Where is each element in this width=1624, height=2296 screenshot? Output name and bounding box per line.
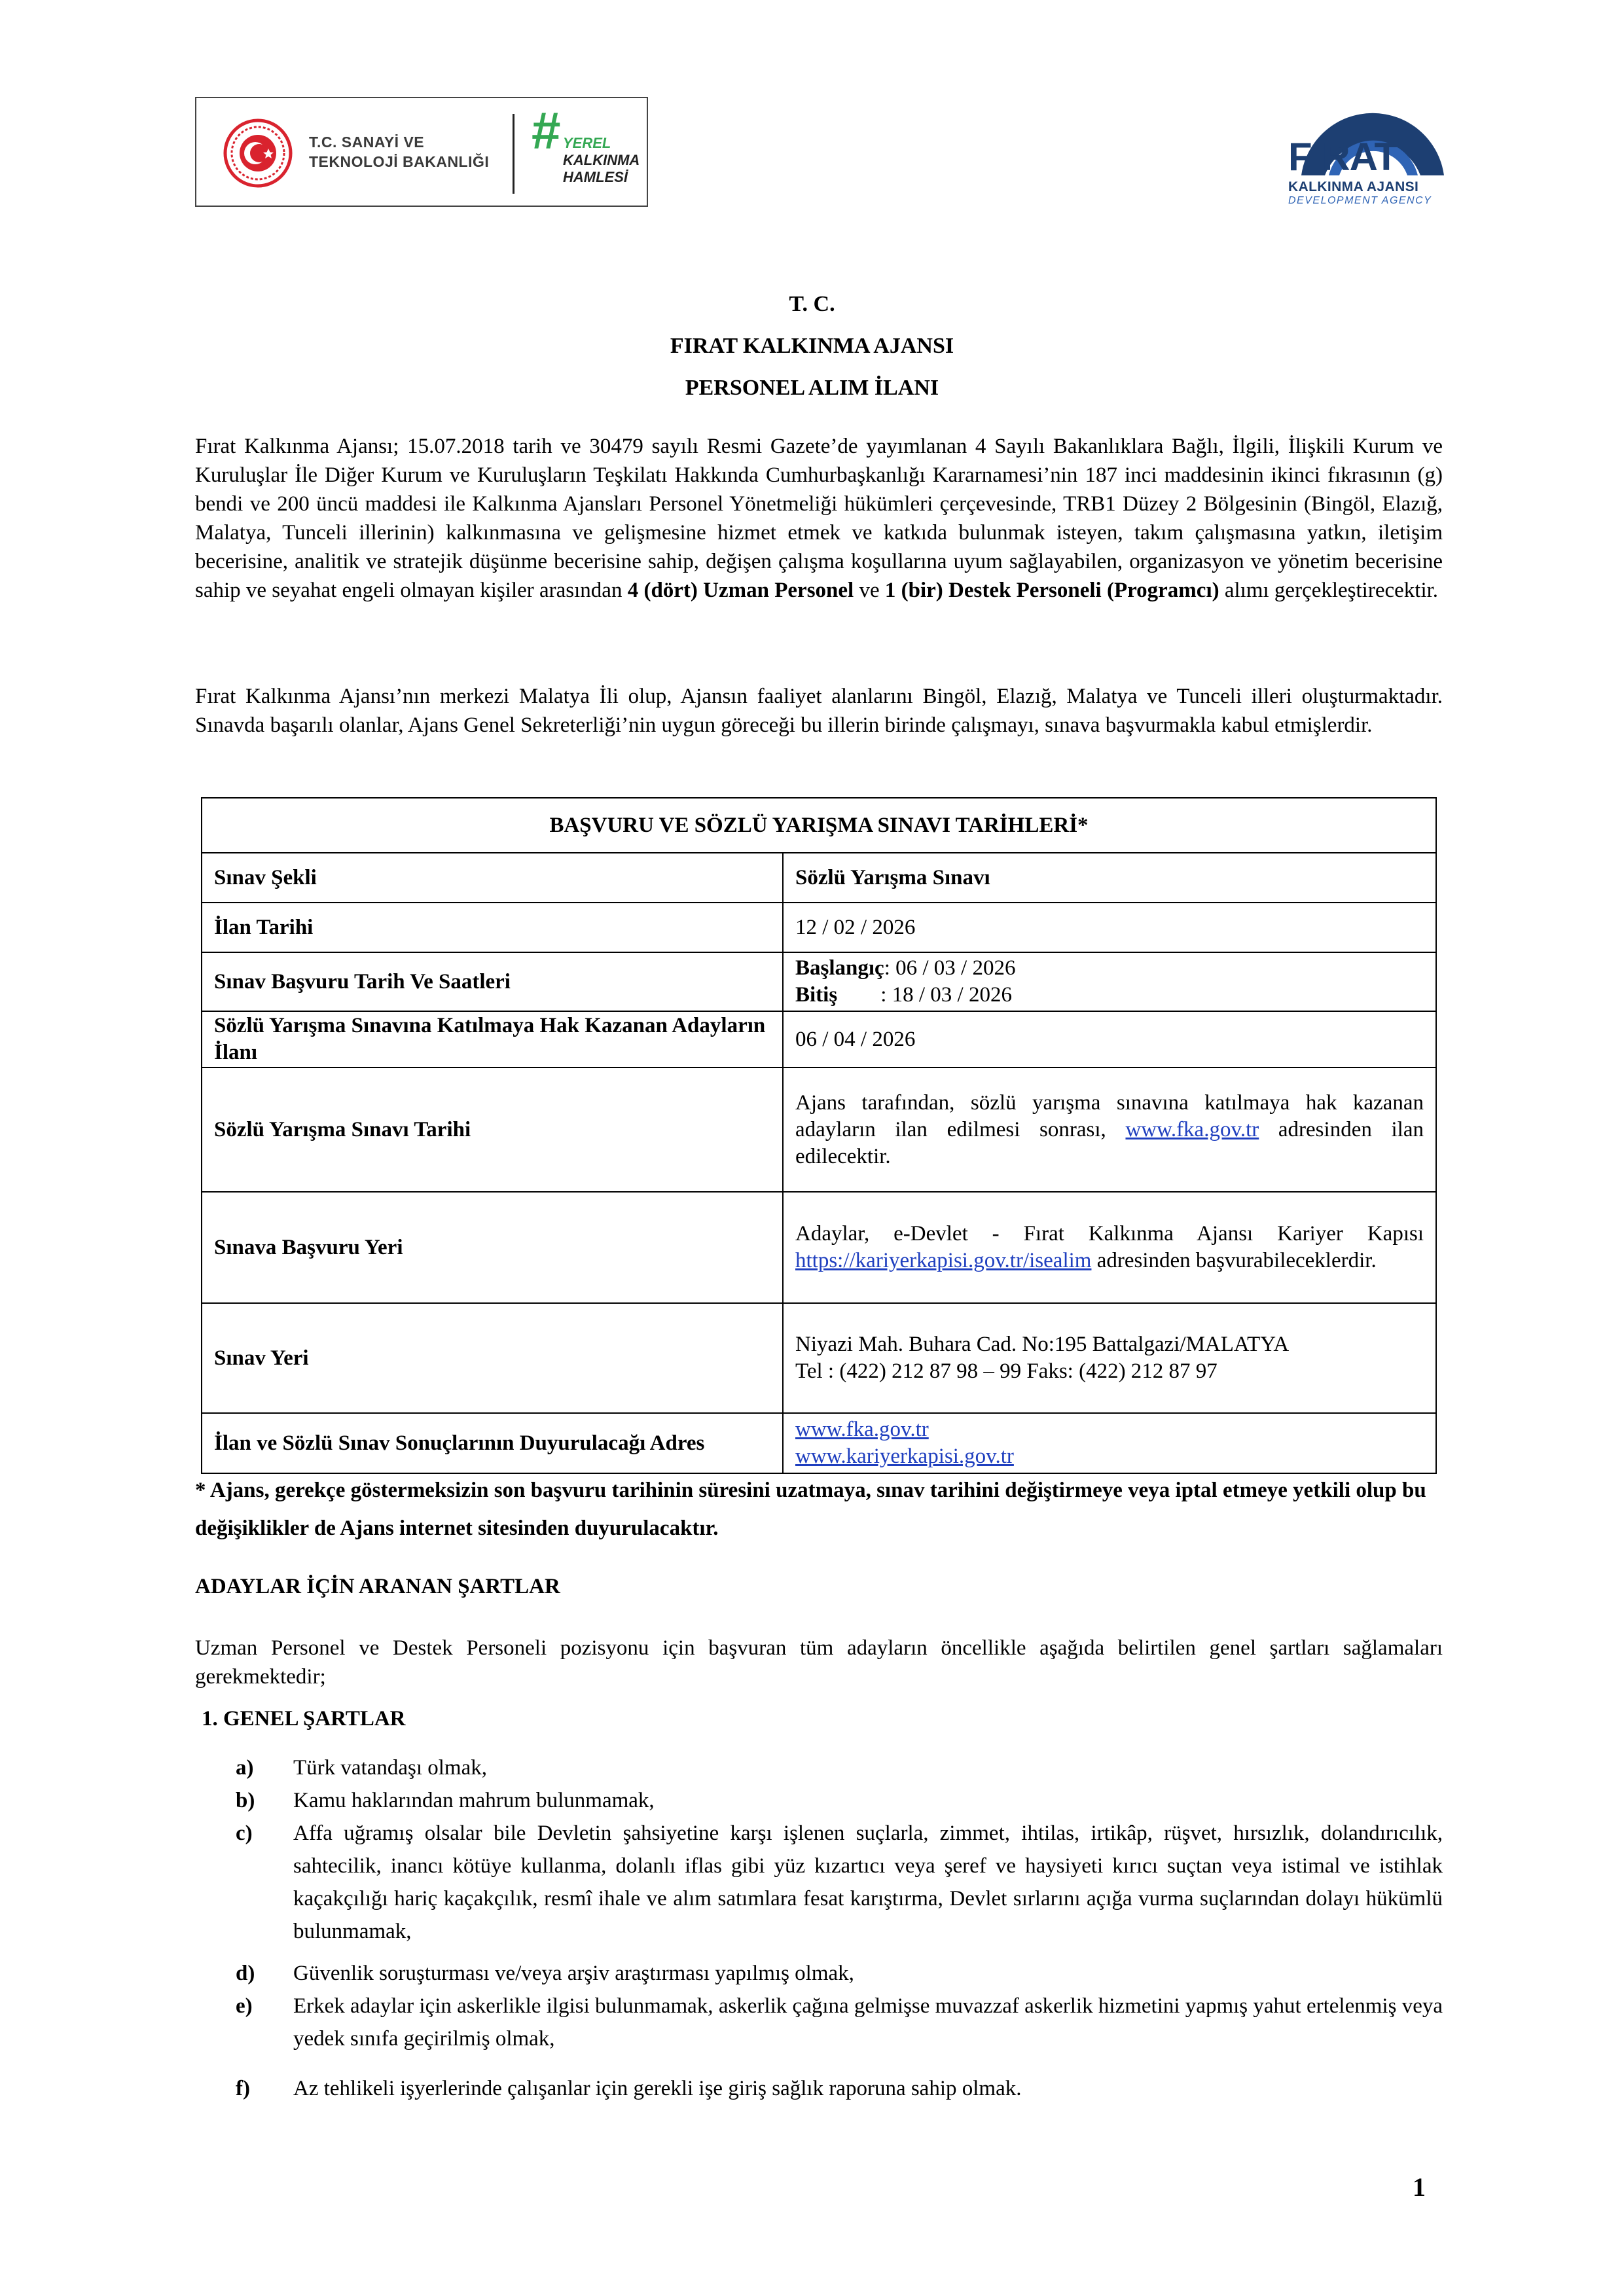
general-requirements-heading: 1. GENEL ŞARTLAR (202, 1707, 406, 1731)
table-row (202, 798, 1436, 853)
table-row (202, 1067, 1436, 1192)
table-row (202, 903, 1436, 952)
title-agency: FIRAT KALKINMA AJANSI (670, 334, 954, 358)
agency-logo-subtitle-en: DEVELOPMENT AGENCY (1288, 195, 1432, 206)
table-row (202, 1011, 1436, 1067)
table-row (202, 1413, 1436, 1473)
location-paragraph: Fırat Kalkınma Ajansı’nın merkezi Malatya İli olup, Ajansın faaliyet alanlarını Bingöl, Elazığ, Malatya ve Tunceli illeri oluşturmaktadır. Sınavda başarılı olanlar, Ajans Genel Sekreterliği’nin uygun göreceği bu illerin birinde çalışmayı, sınava başvurmakla kabul etmişlerdir. (195, 685, 1443, 737)
requirements-heading: ADAYLAR İÇİN ARANAN ŞARTLAR (195, 1575, 560, 1598)
list-item: e) Erkek adaylar için askerlikle ilgisi bulunmamak, askerlik çağına gelmişse muvazzaf askerlik hizmetini yapmış yahut ertelenmiş veya yedek sınıfa geçirilmiş olmak, (236, 1994, 1443, 2051)
list-item: b) Kamu haklarından mahrum bulunmamak, (236, 1789, 655, 1812)
list-item: a) Türk vatandaşı olmak, (236, 1756, 488, 1780)
fka-website-link[interactable]: www.fka.gov.tr (1125, 1117, 1259, 1141)
table-row (202, 1192, 1436, 1303)
career-website-link[interactable]: www.kariyerkapisi.gov.tr (795, 1444, 1014, 1468)
ministry-logo-box (195, 97, 648, 207)
campaign-logo-text: YEREL KALKINMA HAMLESİ (563, 135, 640, 185)
results-address-label: İlan ve Sözlü Sınav Sonuçlarının Duyurulacağı Adres (202, 1413, 783, 1473)
agency-logo (1275, 97, 1445, 209)
eligible-candidates-value: 06 / 04 / 2026 (783, 1011, 1436, 1067)
application-place-value: Adaylar, e-Devlet - Fırat Kalkınma Ajansı Kariyer Kapısı https://kariyerkapisi.gov.tr/isealim adresinden başvurabileceklerdir. (783, 1192, 1436, 1303)
title-announcement: PERSONEL ALIM İLANI (685, 376, 939, 400)
results-address-value (783, 1413, 1436, 1473)
title-tc: T. C. (789, 292, 835, 316)
oral-exam-date-value: Ajans tarafından, sözlü yarışma sınavına katılmaya hak kazanan adayların ilan edilmesi sonrası, www.fka.gov.tr adresinden ilan edilecektir. (783, 1067, 1436, 1192)
table-row (202, 853, 1436, 903)
fka-website-link[interactable]: www.fka.gov.tr (795, 1418, 929, 1441)
ministry-name: T.C. SANAYİ VE TEKNOLOJİ BAKANLIĞI (309, 134, 490, 170)
hashtag-icon: # (532, 101, 561, 160)
logo-divider (513, 114, 514, 194)
application-dates-value: Başlangıç: 06 / 03 / 2026 Bitiş : 18 / 03 / 2026 (783, 952, 1436, 1011)
agency-logo-name: FIRAT (1288, 135, 1398, 179)
dates-table (201, 797, 1437, 1474)
list-item: d) Güvenlik soruşturması ve/veya arşiv araştırması yapılmış olmak, (236, 1962, 854, 1985)
eligible-candidates-label: Sözlü Yarışma Sınavına Katılmaya Hak Kazanan Adayların İlanı (202, 1011, 783, 1067)
table-title: BAŞVURU VE SÖZLÜ YARIŞMA SINAVI TARİHLERİ* (202, 798, 1436, 853)
exam-place-value: Niyazi Mah. Buhara Cad. No:195 Battalgazi/MALATYA Tel : (422) 212 87 98 – 99 Faks: (422) 212 87 97 (783, 1303, 1436, 1413)
list-item: f) Az tehlikeli işyerlerinde çalışanlar için gerekli işe giriş sağlık raporuna sahip olmak. (236, 2077, 1022, 2100)
intro-paragraph: Fırat Kalkınma Ajansı; 15.07.2018 tarih ve 30479 sayılı Resmi Gazete’de yayımlanan 4 Sayılı Bakanlıklara Bağlı, İlgili, İlişkili Kurum ve Kuruluşlar İle Diğer Kurum ve Kuruluşların Teşkilatı Hakkında Cumhurbaşkanlığı Kararnamesi’nin 187 inci maddesinin ikinci fıkrasının (g) bendi ve 200 üncü maddesi ile Kalkınma Ajansları Personel Yönetmeliği hükümleri çerçevesinde, TRB1 Düzey 2 Bölgesinin (Bingöl, Elazığ, Malatya, Tunceli illerinin) kalkınmasına ve gelişmesine hizmet etmek ve katkıda bulunmak isteyen, takım çalışmasına yatkın, iletişim becerisine, analitik ve stratejik düşünme becerisine sahip, değişen çalışma koşullarına uyum sağlayabilen, organizasyon ve yönetim becerisine sahip ve seyahat engeli olmayan kişiler arasından 4 (dört) Uzman Personel ve 1 (bir) Destek Personeli (Programcı) alımı gerçekleştirecektir. (195, 435, 1443, 602)
oral-exam-date-label: Sözlü Yarışma Sınavı Tarihi (202, 1067, 783, 1192)
exam-type-label: Sınav Şekli (202, 853, 783, 903)
table-row (202, 1303, 1436, 1413)
agency-logo-subtitle: KALKINMA AJANSI (1288, 179, 1419, 194)
career-gate-link[interactable]: https://kariyerkapisi.gov.tr/isealim (795, 1249, 1092, 1272)
exam-type-value: Sözlü Yarışma Sınavı (783, 853, 1436, 903)
table-footnote: * Ajans, gerekçe göstermeksizin son başvuru tarihinin süresini uzatmaya, sınav tarihini değiştirmeye veya iptal etmeye yetkili olup bu değişiklikler de Ajans internet sitesinden duyurulacaktır. (195, 1479, 1426, 1540)
application-dates-label: Sınav Başvuru Tarih Ve Saatleri (202, 952, 783, 1011)
announcement-date-value: 12 / 02 / 2026 (783, 903, 1436, 952)
application-place-label: Sınava Başvuru Yeri (202, 1192, 783, 1303)
announcement-date-label: İlan Tarihi (202, 903, 783, 952)
table-row (202, 952, 1436, 1011)
page-number: 1 (1413, 2172, 1426, 2202)
ministry-emblem-icon (223, 118, 293, 188)
exam-place-label: Sınav Yeri (202, 1303, 783, 1413)
list-item: c) Affa uğramış olsalar bile Devletin şahsiyetine karşı işlenen suçlarla, zimmet, ihtilas, irtikâp, rüşvet, hırsızlık, dolandırıcılık, sahtecilik, inancı kötüye kullanma, dolanlı iflas gibi yüz kızartıcı veya şeref ve haysiyeti kırıcı suçtan veya istimal ve istihlak kaçakçılığı hariç kaçakçılık, resmî ihale ve alım satımlara fesat karıştırma, Devlet sırlarını açığa vurma suçlarından dolayı hükümlü bulunmamak, (236, 1821, 1443, 1943)
requirements-intro: Uzman Personel ve Destek Personeli pozisyonu için başvuran tüm adayların öncellikle aşağıda belirtilen genel şartları sağlamaları gerekmektedir; (195, 1636, 1443, 1689)
